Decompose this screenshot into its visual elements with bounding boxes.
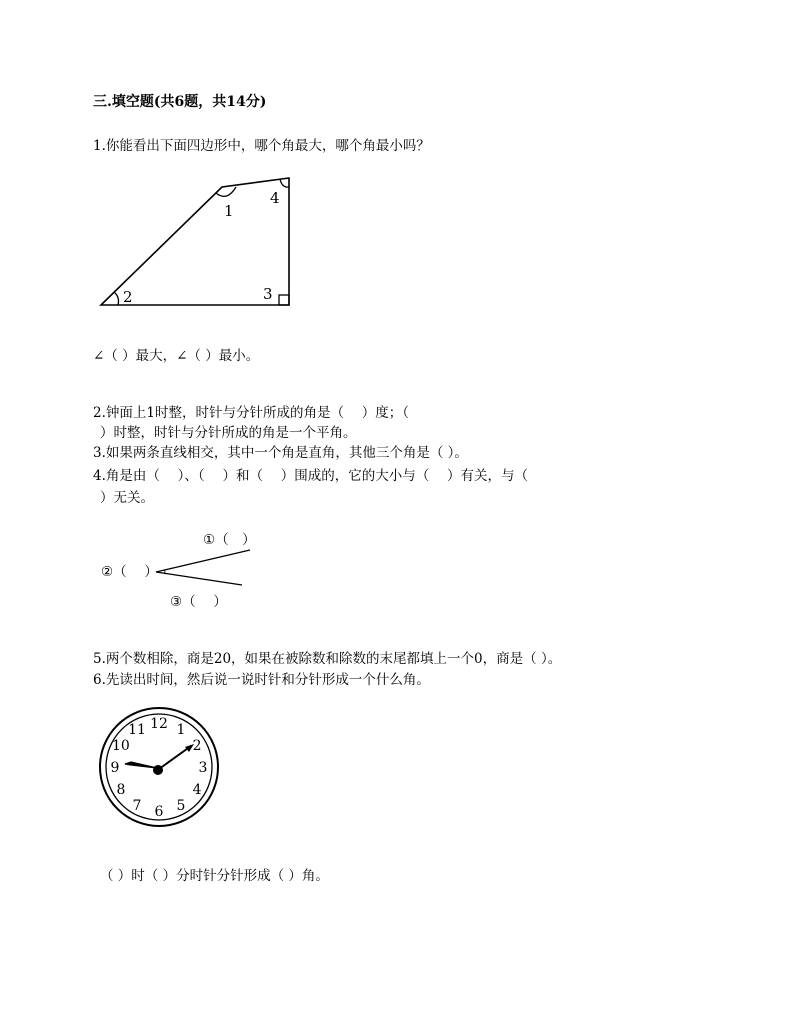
clock-number-6: 6: [154, 804, 164, 820]
q3-text: 3.如果两条直线相交，其中一个角是直角，其他三个角是（ ）。: [93, 445, 468, 461]
angle-label-2: 2: [123, 288, 133, 306]
section-title: 三.填空题(共6题，共14分): [93, 94, 267, 110]
clock-number-2: 2: [192, 738, 202, 754]
angle-label-side-1: ①（ ）: [203, 532, 256, 548]
clock-number-11: 11: [128, 721, 146, 738]
q2-line2: ）时整，时针与分针所成的角是一个平角。: [100, 425, 357, 441]
angle-label-1: 1: [224, 202, 234, 220]
angle-label-vertex-2: ②（ ）: [101, 564, 158, 580]
hour-hand: [125, 762, 157, 768]
clock-center: [153, 765, 163, 775]
q6-text: 6.先读出时间，然后说一说时针和分针形成一个什么角。: [93, 672, 430, 688]
clock-number-5: 5: [176, 798, 186, 815]
angle-label-3: 3: [263, 285, 273, 303]
clock-number-7: 7: [132, 798, 142, 815]
q6-answer: （ ）时（ ）分时针分针形成（ ）角。: [100, 868, 329, 884]
angle-label-side-3: ③（ ）: [170, 594, 227, 610]
clock-number-12: 12: [150, 716, 168, 732]
clock-number-1: 1: [176, 721, 186, 738]
q5-text: 5.两个数相除，商是20，如果在被除数和除数的末尾都填上一个0，商是（ ）。: [93, 651, 562, 667]
clock-number-4: 4: [192, 782, 202, 798]
q2-line1: 2.钟面上1时整，时针与分针所成的角是（ ）度；（: [93, 405, 410, 421]
clock-number-10: 10: [111, 738, 130, 754]
q1-text: 1.你能看出下面四边形中，哪个角最大，哪个角最小吗？: [93, 138, 430, 154]
q4-line2: ）无关。: [100, 490, 154, 506]
q4-line1: 4.角是由（ ）、（ ）和（ ）围成的，它的大小与（ ）有关，与（: [93, 468, 529, 484]
minute-hand: [159, 746, 191, 769]
q1-answer: ∠（ ）最大，∠（ ）最小。: [93, 348, 260, 364]
clock-number-3: 3: [198, 760, 208, 776]
angle-label-4: 4: [270, 189, 280, 207]
clock-number-8: 8: [116, 782, 126, 798]
clock-number-9: 9: [110, 760, 120, 776]
